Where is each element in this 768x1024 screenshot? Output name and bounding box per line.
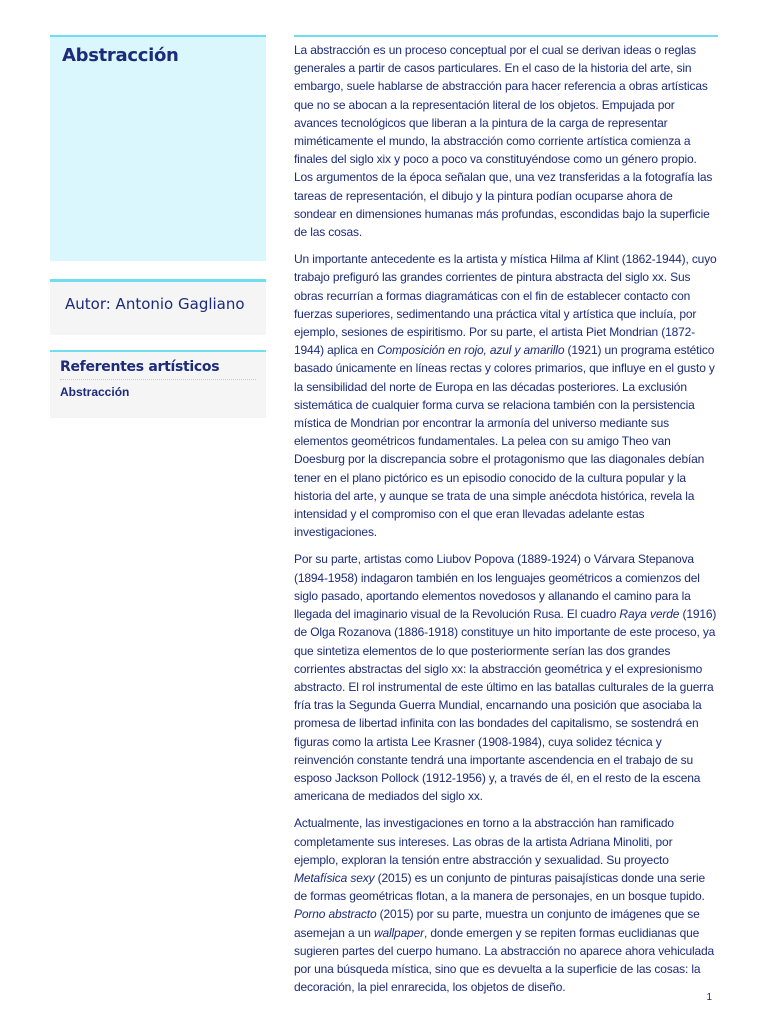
references-heading: Referentes artísticos <box>60 359 256 380</box>
paragraph-2: Un importante antecedente es la artista y mística Hilma af Klint (1862-1944), cuyo trabajo prefiguró las grandes corrientes de pintura abstracta del siglo xx. Sus obras recurrían a formas diagramáticas con el fin de establecer contacto con fuerzas superiores, sedimentando una práctica vital y artística que incluía, por ejemplo, sesiones de espiritismo. Por su parte, el artista Piet Mondrian (1872-1944) aplica en Composición en rojo, azul y amarillo (1921) un programa estético basado únicamente en líneas rectas y colores primarios, que influye en el gusto y la sensibilidad del norte de Europa en las décadas posteriores. La exclusión sistemática de cualquier forma curva se relaciona también con la persistencia mística de Mondrian por encontrar la armonía del universo mediante sus elementos geométricos fundamentales. La pelea con su amigo Theo van Doesburg por la discrepancia sobre el protagonismo que las diagonales debían tener en el plano pictórico es un episodio conocido de la cultura popular y la historia del arte, y aunque se trata de una simple anécdota histórica, revela la intensidad y el compromiso con el que eran llevadas adelante estas investigaciones. <box>294 252 717 540</box>
sidebar <box>50 35 266 418</box>
paragraph-1: La abstracción es un proceso conceptual por el cual se derivan ideas o reglas generales a partir de casos particulares. En el caso de la historia del arte, sin embargo, suele hablarse de abstracción para hacer referencia a obras artísticas que no se abocan a la representación literal de los objetos. Empujada por avances tecnológicos que liberan a la pintura de la carga de representar miméticamente el mundo, la abstracción como corriente artística comienza a finales del siglo xix y poco a poco va constituyéndose como un género propio. Los argumentos de la época señalan que, una vez transferidas a la fotografía las tareas de representación, el dibujo y la pintura podían ocuparse ahora de sondear en dimensiones humanas más profundas, escondidas bajo la superficie de las cosas. <box>294 43 713 240</box>
page-number: 1 <box>706 992 712 1003</box>
italic-term: wallpaper <box>373 925 424 940</box>
document-title: Abstracción <box>62 45 179 66</box>
main-content <box>294 35 718 1005</box>
paragraph-4: Actualmente, las investigaciones en torno a la abstracción han ramificado completamente sus intereses. Las obras de la artista Adriana Minoliti, por ejemplo, exploran la tensión entre abstracción y sexualidad. Su proyecto Metafísica sexy (2015) es un conjunto de pinturas paisajísticas donde una serie de formas geométricas flotan, a la manera de personajes, en un bosque tupido. Porno abstracto (2015) por su parte, muestra un conjunto de imágenes que se asemejan a un wallpaper, donde emergen y se repiten formas euclidianas que sugieren partes del cuerpo humano. La abstracción no aparece ahora vehiculada por una búsqueda mística, sino que es devuelta a la superficie de las cosas: la decoración, la piel enrarecida, los objetos de diseño. <box>294 816 715 995</box>
title-box <box>50 35 266 261</box>
artwork-title: Metafísica sexy <box>294 870 375 885</box>
artwork-title: Raya verde <box>619 607 680 622</box>
references-item: Abstracción <box>60 385 130 399</box>
author-label: Autor: Antonio Gagliano <box>65 295 245 313</box>
artwork-title: Porno abstracto <box>294 907 377 922</box>
artwork-title: Composición en rojo, azul y amarillo <box>377 343 565 358</box>
paragraph-3: Por su parte, artistas como Liubov Popova (1889-1924) o Várvara Stepanova (1894-1958) indagaron también en los lenguajes geométricos a comienzos del siglo pasado, aportando elementos novedosos y allanando el camino para la llegada del imaginario visual de la Revolución Rusa. El cuadro Raya verde (1916) de Olga Rozanova (1886-1918) constituye un hito importante de este proceso, ya que sintetiza elementos de lo que posteriormente serían las dos grandes corrientes abstractas del siglo xx: la abstracción geométrica y el expresionismo abstracto. El rol instrumental de este último en las batallas culturales de la guerra fría tras la Segunda Guerra Mundial, encarnando una posición que asociaba la promesa de libertad infinita con las bondades del capitalismo, se sostendrá en figuras como la artista Lee Krasner (1908-1984), cuya solidez técnica y reinvención constante tendrá una importante ascendencia en el trabajo de su esposo Jackson Pollock (1912-1956) y, a través de él, en el resto de la escena americana de mediados del siglo xx. <box>294 552 717 804</box>
author-box <box>50 279 266 335</box>
references-box <box>50 350 266 418</box>
